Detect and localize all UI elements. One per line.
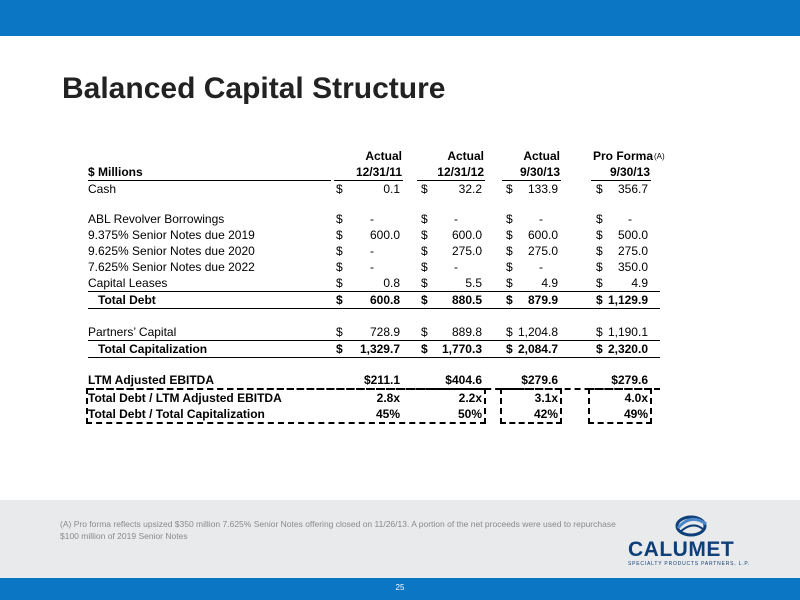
logo-wordmark: CALUMET [628,538,735,561]
row-label: Capital Leases [88,276,168,290]
value-col1: - [370,212,374,226]
table-row-total-debt [88,292,660,308]
currency-sign: $ [506,244,513,258]
col4-date: 9/30/13 [609,165,650,179]
ratio-box-historical [86,388,486,424]
ratio-box-current [500,388,562,424]
value-col4: 4.9 [631,276,648,290]
currency-sign: $ [596,260,603,274]
currency-sign: $ [596,244,603,258]
footnote: (A) Pro forma reflects upsized $350 million 7.625% Senior Notes offering closed on 11/26/13. A portion of the net proceeds were used to repurchase $100 million of 2019 Senior Notes [60,519,616,541]
currency-sign: $ [421,182,428,196]
currency-sign: $ [421,260,428,274]
row-label: 9.375% Senior Notes due 2019 [88,228,255,242]
currency-sign: $ [506,293,513,307]
row-label: LTM Adjusted EBITDA [88,373,214,387]
table-row-ltm-ebitda [88,372,660,388]
currency-sign: $ [421,325,428,339]
value-col1: 1,329.7 [359,342,400,356]
value-col3: 275.0 [527,244,558,258]
value-col2: - [454,260,458,274]
currency-sign: $ [506,182,513,196]
row-label: Total Debt / Total Capitalization [88,407,265,421]
value-col2: 32.2 [458,182,482,196]
row-label: Total Capitalization [98,342,208,356]
value-col3: 1,204.8 [517,325,558,339]
value-col3: 879.9 [527,293,558,307]
value-col4: 2,320.0 [607,342,648,356]
value-col4: 350.0 [617,260,648,274]
currency-sign: $ [596,276,603,290]
value-col3: 3.1x [534,391,558,405]
value-col1: 2.8x [376,391,400,405]
col4-type: Pro Forma [593,149,654,163]
slide-title: Balanced Capital Structure [62,72,446,105]
value-col1: 728.9 [369,325,400,339]
currency-sign: $ [421,228,428,242]
value-col2: 50% [457,407,482,421]
col2-date: 12/31/12 [437,165,484,179]
total-debt-rule [88,308,660,309]
page-number: 25 [395,583,405,592]
table-row-total-capitalization [88,341,660,357]
table-row-notes-2020 [88,243,660,259]
value-col2: 889.8 [451,325,482,339]
currency-sign: $ [336,293,343,307]
currency-sign: $ [596,342,603,356]
row-label: Partners’ Capital [88,325,177,339]
currency-sign: $ [336,228,343,242]
currency-sign: $ [506,325,513,339]
currency-sign: $ [336,182,343,196]
value-col3: 4.9 [541,276,558,290]
row-label: Total Debt / LTM Adjusted EBITDA [88,391,282,405]
currency-sign: $ [506,276,513,290]
col4-note: (A) [654,152,665,161]
value-col2: 275.0 [451,244,482,258]
value-col4: - [628,212,632,226]
currency-sign: $ [336,244,343,258]
table-row-notes-2019 [88,227,660,243]
table-header-date-row [88,164,660,180]
currency-sign: $ [596,212,603,226]
currency-sign: $ [596,293,603,307]
value-col4: 356.7 [617,182,648,196]
currency-sign: $ [596,182,603,196]
table-row-notes-2022 [88,259,660,275]
row-label: Cash [88,182,117,196]
value-col4: 1,129.9 [607,293,648,307]
value-col1: 0.1 [383,182,400,196]
table-header-type-row [88,148,665,164]
col2-type: Actual [447,149,484,163]
col3-date: 9/30/13 [519,165,560,179]
value-col1: 600.0 [369,228,400,242]
col1-type: Actual [365,149,402,163]
value-col2: 880.5 [451,293,482,307]
currency-sign: $ [596,228,603,242]
value-col1: 0.8 [383,276,400,290]
currency-sign: $ [421,244,428,258]
value-col4: 4.0x [624,391,648,405]
currency-sign: $ [421,293,428,307]
value-col3: 2,084.7 [517,342,558,356]
ratio-box-pro-forma [588,388,652,424]
currency-sign: $ [421,342,428,356]
value-col1: - [370,244,374,258]
value-col4: 500.0 [617,228,648,242]
row-label: 9.625% Senior Notes due 2020 [88,244,255,258]
value-col1: 45% [375,407,400,421]
unit-label: $ Millions [88,165,143,179]
table-row-cash [88,181,660,197]
value-col4: $279.6 [611,373,648,387]
currency-sign: $ [336,212,343,226]
currency-sign: $ [506,260,513,274]
value-col4: 275.0 [617,244,648,258]
value-col2: 5.5 [465,276,482,290]
currency-sign: $ [421,212,428,226]
col3-type: Actual [523,149,560,163]
total-cap-rule [88,357,660,358]
value-col4: 1,190.1 [607,325,648,339]
value-col2: 1,770.3 [441,342,482,356]
table-row-partners-capital [88,324,660,340]
value-col3: - [539,212,543,226]
currency-sign: $ [336,325,343,339]
value-col1: $211.1 [363,373,400,387]
currency-sign: $ [506,212,513,226]
value-col3: 600.0 [527,228,558,242]
value-col2: $404.6 [445,373,482,387]
value-col3: $279.6 [521,373,558,387]
row-label: 7.625% Senior Notes due 2022 [88,260,255,274]
value-col2: 600.0 [451,228,482,242]
currency-sign: $ [596,325,603,339]
currency-sign: $ [421,276,428,290]
row-label: ABL Revolver Borrowings [88,212,225,226]
value-col2: - [454,212,458,226]
col1-date: 12/31/11 [355,165,402,179]
value-col1: 600.8 [369,293,400,307]
currency-sign: $ [336,342,343,356]
value-col2: 2.2x [458,391,482,405]
currency-sign: $ [506,228,513,242]
value-col3: 133.9 [527,182,558,196]
currency-sign: $ [336,276,343,290]
value-col4: 49% [623,407,648,421]
currency-sign: $ [336,260,343,274]
table-row-abl [88,211,660,227]
logo-tagline: SPECIALTY PRODUCTS PARTNERS, L.P. [628,561,751,567]
currency-sign: $ [506,342,513,356]
value-col1: - [370,260,374,274]
table-row-capital-leases [88,275,660,291]
value-col3: - [539,260,543,274]
value-col3: 42% [533,407,558,421]
globe-swirl-icon [677,517,706,535]
row-label: Total Debt [98,293,156,307]
top-accent-bar [0,0,800,36]
